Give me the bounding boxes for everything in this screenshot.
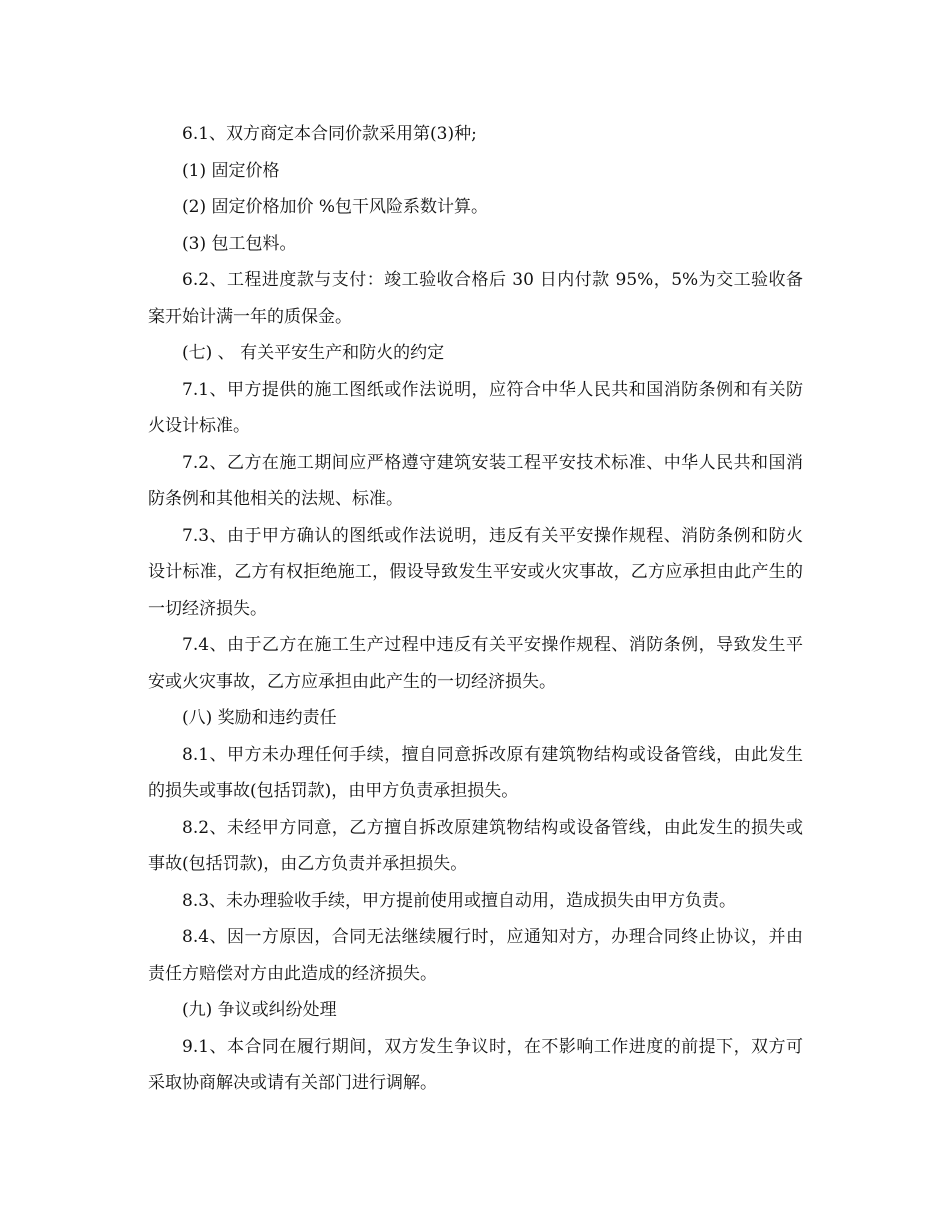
clause-8-1: 8.1、甲方未办理任何手续，擅自同意拆改原有建筑物结构或设备管线，由此发生的损失或事故(包括罚款)，由甲方负责承担损失。: [148, 744, 803, 801]
clause-7-2: 7.2、乙方在施工期间应严格遵守建筑安装工程平安技术标准、中华人民共和国消防条例和其他相关的法规、标准。: [148, 452, 803, 509]
clause-6-2: 6.2、工程进度款与支付：竣工验收合格后 30 日内付款 95%，5%为交工验收备案开始计满一年的质保金。: [148, 270, 803, 327]
section-heading-9: (九) 争议或纠纷处理: [182, 1000, 337, 1020]
option-2: (2) 固定价格加价 %包干风险系数计算。: [182, 197, 489, 217]
option-3: (3) 包工包料。: [182, 233, 297, 254]
clause-8-3: 8.3、未办理验收手续，甲方提前使用或擅自动用，造成损失由甲方负责。: [182, 890, 737, 911]
clause-7-1: 7.1、甲方提供的施工图纸或作法说明，应符合中华人民共和国消防条例和有关防火设计标准。: [148, 379, 803, 436]
option-1: (1) 固定价格: [182, 160, 280, 181]
clause-7-3: 7.3、由于甲方确认的图纸或作法说明，违反有关平安操作规程、消防条例和防火设计标准，乙方有权拒绝施工，假设导致发生平安或火灾事故，乙方应承担由此产生的一切经济损失。: [148, 525, 803, 619]
section-heading-7: (七) 、 有关平安生产和防火的约定: [182, 343, 445, 363]
document-body: [148, 116, 803, 1102]
clause-9-1: 9.1、本合同在履行期间，双方发生争议时，在不影响工作进度的前提下，双方可采取协商解决或请有关部门进行调解。: [148, 1036, 803, 1093]
clause-6-1: 6.1、双方商定本合同价款采用第(3)种;: [182, 124, 477, 144]
section-heading-8: (八) 奖励和违约责任: [182, 708, 337, 728]
clause-8-4: 8.4、因一方原因，合同无法继续履行时，应通知对方，办理合同终止协议，并由责任方赔偿对方由此造成的经济损失。: [148, 927, 803, 984]
clause-8-2: 8.2、未经甲方同意，乙方擅自拆改原建筑物结构或设备管线，由此发生的损失或事故(包括罚款)，由乙方负责并承担损失。: [148, 817, 803, 874]
clause-7-4: 7.4、由于乙方在施工生产过程中违反有关平安操作规程、消防条例，导致发生平安或火灾事故，乙方应承担由此产生的一切经济损失。: [148, 635, 803, 692]
